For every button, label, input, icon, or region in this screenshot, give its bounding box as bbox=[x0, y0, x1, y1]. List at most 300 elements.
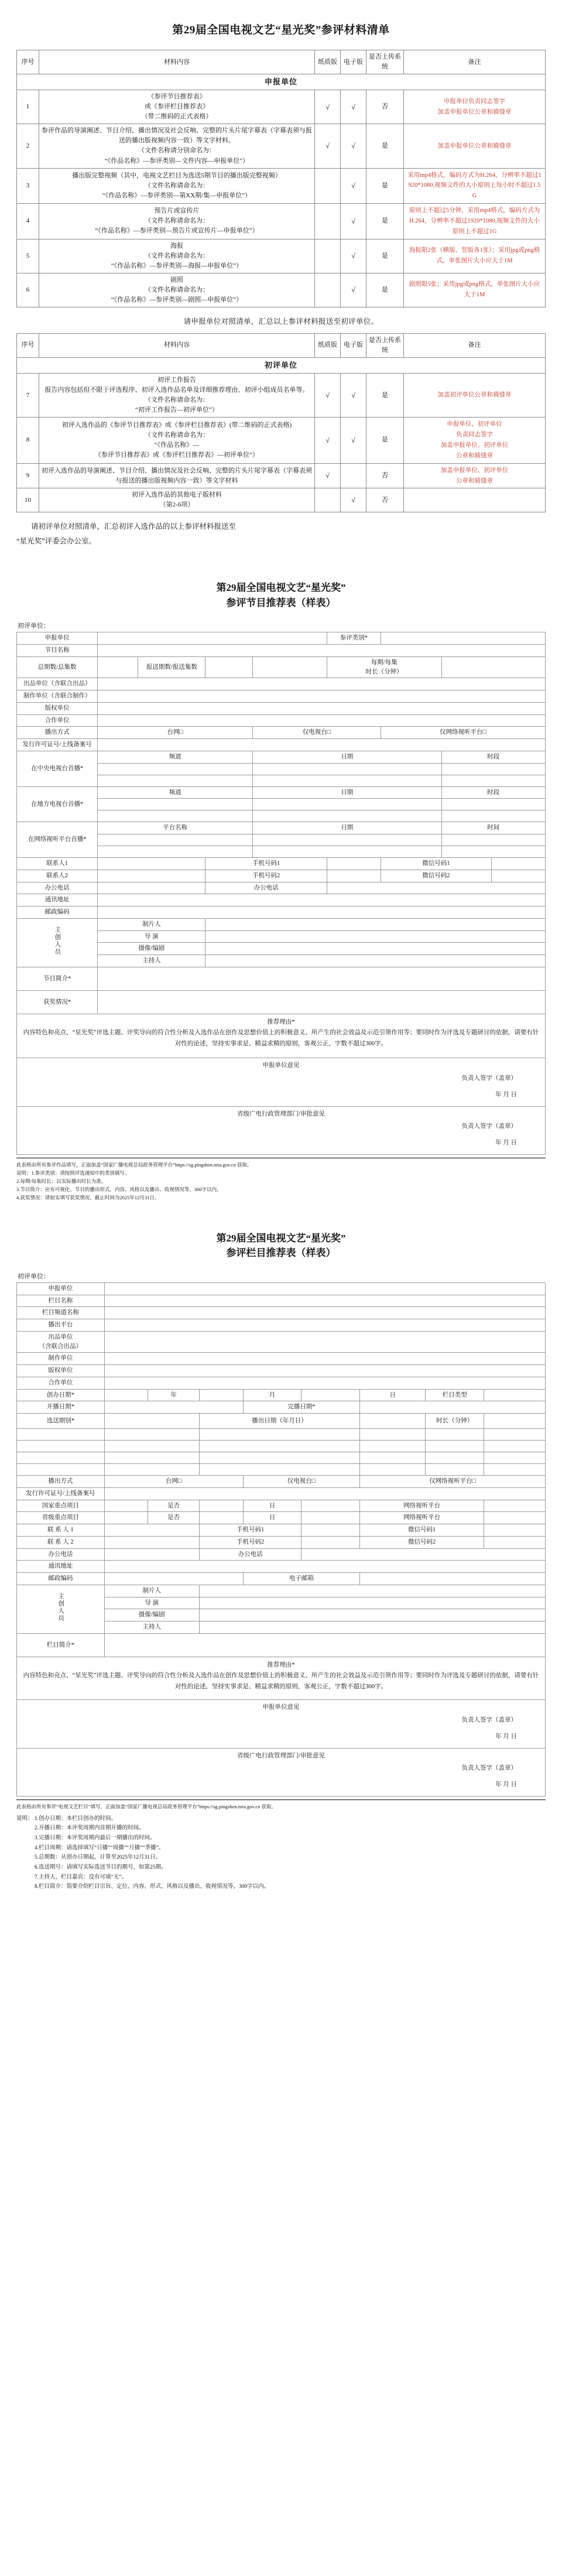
cell-upload: 是 bbox=[366, 124, 404, 168]
field-mobile-1[interactable] bbox=[301, 1524, 360, 1537]
program-form-title-line1: 第29届全国电视文艺“星光奖” bbox=[216, 582, 346, 594]
field-net-platform-2[interactable] bbox=[484, 1512, 546, 1524]
cell-no: 9 bbox=[17, 463, 39, 488]
field-net-platform-1[interactable] bbox=[484, 1500, 546, 1512]
field-blank-b4[interactable] bbox=[360, 1441, 426, 1452]
field-cooperator[interactable] bbox=[104, 1377, 545, 1389]
label-day: 日 bbox=[360, 1389, 426, 1401]
cell-electronic bbox=[341, 463, 366, 488]
field-cctv-slot-1[interactable] bbox=[441, 763, 545, 775]
row-local-head bbox=[17, 786, 546, 799]
field-producer[interactable] bbox=[104, 1331, 545, 1353]
row-mail bbox=[17, 1573, 546, 1585]
field-program-name[interactable] bbox=[98, 645, 546, 657]
row-recommend bbox=[17, 1014, 546, 1058]
footnote-line: 4.获奖情况：请如实填写获奖情况，截止时间为2025年12月31日。 bbox=[16, 1194, 160, 1200]
field-office-tel[interactable] bbox=[104, 1548, 199, 1561]
checkbox-mode-net-only[interactable]: 仅网络视听平台□ bbox=[381, 727, 545, 739]
cell-no: 7 bbox=[17, 374, 39, 418]
field-prov-star-2[interactable] bbox=[199, 1512, 243, 1524]
cell-electronic: √ bbox=[341, 204, 366, 240]
field-blank-c6[interactable] bbox=[484, 1452, 546, 1464]
subheader-channel: 频道 bbox=[98, 751, 253, 763]
label-apply-opinion: 申报单位意见 bbox=[262, 1062, 300, 1069]
field-blank-a4[interactable] bbox=[360, 1429, 426, 1441]
label-host: 主持人 bbox=[104, 1621, 199, 1634]
field-end-date[interactable] bbox=[360, 1401, 546, 1414]
subheader-slot: 时段 bbox=[441, 751, 545, 763]
cell-content: 初评入选作品的《参评节目推荐表》或《参评栏目推荐表》(带二维码的正式表格) （文件名称请命名为： “《作品名称》— 《参评节目推荐表》或《参评栏目推荐表》—初评单位”） bbox=[39, 418, 315, 463]
field-office-tel[interactable] bbox=[98, 882, 205, 894]
signature-prov-label: 负责人签字（盖章） bbox=[461, 1765, 517, 1772]
field-home-tel[interactable] bbox=[301, 1548, 546, 1561]
field-contact-2[interactable] bbox=[98, 870, 205, 882]
field-blank-a6[interactable] bbox=[484, 1429, 546, 1441]
note-initial-review bbox=[16, 512, 546, 552]
field-column-name[interactable] bbox=[104, 1295, 545, 1307]
date-apply[interactable]: 年 月 日 bbox=[495, 1733, 517, 1740]
label-camera: 摄像/编剧 bbox=[104, 1609, 199, 1621]
field-local-slot-1[interactable] bbox=[441, 799, 545, 810]
main-staff-text: 主创人员 bbox=[54, 926, 61, 956]
explain-line: 7.主持人、栏目嘉宾：没有可填“无”。 bbox=[34, 1874, 127, 1880]
cell-upload: 是 bbox=[366, 418, 404, 463]
field-broadcast-platform[interactable] bbox=[104, 1319, 545, 1332]
label-office-tel: 办公电话 bbox=[17, 882, 98, 894]
field-national-star-1[interactable] bbox=[104, 1500, 148, 1512]
row-found-date bbox=[17, 1389, 546, 1401]
field-wechat-1[interactable] bbox=[484, 1524, 546, 1537]
subheader-platform: 平台名称 bbox=[98, 822, 253, 834]
row-national-star bbox=[17, 1500, 546, 1512]
cell-electronic: √ bbox=[341, 488, 366, 512]
field-net-time-2[interactable] bbox=[441, 846, 545, 858]
field-award[interactable] bbox=[98, 990, 546, 1014]
field-start-date[interactable] bbox=[104, 1401, 243, 1414]
footnote-line: 此表格由所有参评作品填写，正面加盖“国家广播电视总局政务管理平台”https://sg.pingshen.nrta.gov.cn 获取。 bbox=[16, 1161, 252, 1168]
date-prov[interactable]: 年 月 日 bbox=[495, 1781, 517, 1788]
row-channel-name bbox=[17, 1307, 546, 1319]
date-prov[interactable]: 年 月 日 bbox=[495, 1140, 517, 1147]
recommend-text[interactable]: 内容特色和亮点、“星光奖”评选主题、评奖导向的符合性分析及入选作品在创作及思想价值上的积极意义、所产生的社会效益及示范引领作用等；要同时作为评选及专题研讨的依据，请要有针对性的论述，坚持实事求是、精益求精的原则，客观公正，字数不超过300字。 bbox=[23, 1672, 539, 1690]
cell-content: 《参评节目推荐表》 或《参评栏目推荐表》 （带二维码的正式表格） bbox=[39, 90, 315, 124]
label-first-cctv: 在中央电视台首播* bbox=[17, 751, 98, 786]
signature-prov[interactable] bbox=[20, 1760, 542, 1777]
cell-paper bbox=[315, 204, 341, 240]
footnote-line: 2.每期/每集时长：以实际播出时长为准。 bbox=[16, 1178, 107, 1184]
explain-line: 5.总期数：从创办日期起，计算至2025年12月31日。 bbox=[34, 1855, 162, 1861]
field-wechat-1[interactable] bbox=[491, 858, 545, 870]
field-blank-d1[interactable] bbox=[17, 1464, 105, 1476]
field-found-day-value[interactable] bbox=[301, 1389, 360, 1401]
checkbox-mode-net-only[interactable]: 仅网络视听平台□ bbox=[360, 1476, 546, 1488]
row-cooperator bbox=[17, 714, 546, 727]
prov-opinion-cell bbox=[17, 1748, 546, 1796]
field-episodes-extra[interactable] bbox=[253, 656, 327, 678]
field-blank-c3[interactable] bbox=[199, 1452, 359, 1464]
table-row bbox=[17, 168, 546, 204]
label-maker: 制作单位 bbox=[17, 1353, 105, 1365]
row-intro bbox=[17, 967, 546, 990]
explain-line: 6.选送期号：请填写实际选送节目的期号，如第25期。 bbox=[34, 1864, 167, 1870]
field-net-time-1[interactable] bbox=[441, 834, 545, 846]
field-blank-b2[interactable] bbox=[104, 1441, 199, 1452]
label-wechat-1: 微信号码1 bbox=[360, 1524, 484, 1537]
label-submit-episodes: 报送期数/报送集数 bbox=[138, 656, 205, 678]
field-copyright[interactable] bbox=[98, 702, 546, 714]
field-blank-d3[interactable] bbox=[199, 1464, 359, 1476]
field-national-star-2[interactable] bbox=[199, 1500, 243, 1512]
field-license[interactable] bbox=[98, 739, 546, 751]
cell-content: 初评入选作品的其他电子版材料 （第2-6项） bbox=[39, 488, 315, 512]
field-blank-d2[interactable] bbox=[104, 1464, 199, 1476]
row-episodes bbox=[17, 656, 546, 678]
field-copyright[interactable] bbox=[104, 1365, 545, 1377]
field-blank-d6[interactable] bbox=[484, 1464, 546, 1476]
label-director: 制片人 bbox=[104, 1585, 199, 1597]
row-apply-unit bbox=[17, 632, 546, 645]
label-star-yes-1: 是否 bbox=[148, 1500, 199, 1512]
label-contact-1: 联 系 人 1 bbox=[17, 1524, 105, 1537]
note-line-2: “星光奖”评委会办公室。 bbox=[16, 537, 97, 546]
row-prov-star bbox=[17, 1512, 546, 1524]
table-row bbox=[17, 273, 546, 307]
column-form-explanations bbox=[16, 1812, 546, 1892]
field-director[interactable] bbox=[199, 1585, 545, 1597]
field-local-date-1[interactable] bbox=[253, 799, 441, 810]
subheader-net-time: 时间 bbox=[441, 822, 545, 834]
cell-no: 5 bbox=[17, 239, 39, 273]
label-copyright: 版权单位 bbox=[17, 1365, 105, 1377]
row-license bbox=[17, 1487, 546, 1500]
label-email: 电子邮箱 bbox=[243, 1573, 360, 1585]
signature-prov[interactable] bbox=[20, 1118, 542, 1135]
field-air-date[interactable] bbox=[360, 1414, 426, 1429]
field-address[interactable] bbox=[98, 894, 546, 906]
field-local-channel-1[interactable] bbox=[98, 799, 253, 810]
main-staff-text: 主创人员 bbox=[57, 1593, 64, 1623]
field-prov-star-3[interactable] bbox=[301, 1512, 360, 1524]
cell-paper: √ bbox=[315, 90, 341, 124]
cell-remark: 海报限2张（横版、竖版各1张）；采用jpg或png格式，单张图片大小应大于1M bbox=[404, 239, 546, 273]
field-leader[interactable] bbox=[205, 930, 546, 943]
label-contact-2: 联系人2 bbox=[17, 870, 98, 882]
row-mail bbox=[17, 906, 546, 919]
field-local-channel-2[interactable] bbox=[98, 810, 253, 822]
field-blank-a1[interactable] bbox=[17, 1429, 105, 1441]
cell-upload: 是 bbox=[366, 204, 404, 240]
label-recommend: 推荐理由* bbox=[267, 1018, 295, 1025]
cell-remark: 采用mp4格式，编码方式为H.264，分辨率不超过1920*1080,视频文件的大小原则上每小时不超过1.5G bbox=[404, 168, 546, 204]
field-wechat-2[interactable] bbox=[484, 1536, 546, 1548]
field-local-slot-2[interactable] bbox=[441, 810, 545, 822]
field-mobile-2[interactable] bbox=[327, 870, 381, 882]
label-channel-name: 栏目频道名称 bbox=[17, 1307, 105, 1319]
table-header-row bbox=[17, 50, 546, 74]
field-contact-1[interactable] bbox=[98, 858, 205, 870]
cell-remark: 申报单位、初评单位 负责同志签字 加盖申报单位、初评单位 公章和骑缝章 bbox=[404, 418, 546, 463]
label-end-date: 完播日期* bbox=[243, 1401, 360, 1414]
field-select-period[interactable] bbox=[104, 1414, 199, 1429]
date-apply[interactable]: 年 月 日 bbox=[495, 1091, 517, 1098]
row-producer bbox=[17, 678, 546, 690]
cell-paper: √ bbox=[315, 374, 341, 418]
subheader-slot: 时段 bbox=[441, 786, 545, 799]
label-license: 发行许可证号/上线备案号 bbox=[17, 739, 98, 751]
program-form-footnotes bbox=[16, 1158, 546, 1203]
note-line-1: 请初评单位对照清单，汇总初评入选作品的以上参评材料报送至 bbox=[31, 522, 237, 531]
cell-content: 参评作品的导演阐述、节目介绍、播出情况及社会反响、完整的片头片尾字幕表（字幕表须与报送的播出版视频内容一致）等文字材料。 （文件名称请分别命名为： “《作品名称》—参评类别—文件内容—申报单位”） bbox=[39, 124, 315, 168]
cell-paper bbox=[315, 273, 341, 307]
field-home-tel[interactable] bbox=[327, 882, 545, 894]
field-blank-d4[interactable] bbox=[360, 1464, 426, 1476]
field-mail[interactable] bbox=[104, 1573, 243, 1585]
cell-upload: 否 bbox=[366, 488, 404, 512]
field-channel-name[interactable] bbox=[104, 1307, 545, 1319]
cell-no: 10 bbox=[17, 488, 39, 512]
row-staff-director bbox=[17, 918, 546, 930]
cell-no: 3 bbox=[17, 168, 39, 204]
signature-apply[interactable] bbox=[20, 1070, 542, 1087]
row-cctv-head bbox=[17, 751, 546, 763]
row-apply-opinion bbox=[17, 1700, 546, 1748]
cell-paper bbox=[315, 239, 341, 273]
label-broadcast-platform: 播出平台 bbox=[17, 1319, 105, 1332]
recommend-text[interactable]: 内容特色和亮点、“星光奖”评选主题、评奖导向的符合性分析及入选作品在创作及思想价值上的积极意义、所产生的社会效益及示范引领作用等；要同时作为评选及专题研讨的依据，请要有针对性的论述，坚持实事求是、精益求精的原则，客观公正，字数不超过300字。 bbox=[23, 1029, 539, 1047]
apply-opinion-cell bbox=[17, 1700, 546, 1748]
field-net-date-1[interactable] bbox=[253, 834, 441, 846]
cell-upload: 否 bbox=[366, 463, 404, 488]
field-host[interactable] bbox=[205, 955, 546, 967]
field-blank-c4[interactable] bbox=[360, 1452, 426, 1464]
checkbox-mode-tv-only[interactable]: 仅电视台□ bbox=[243, 1476, 360, 1488]
field-camera[interactable] bbox=[199, 1609, 545, 1621]
field-leader[interactable] bbox=[199, 1597, 545, 1609]
apply-opinion-cell bbox=[17, 1058, 546, 1106]
row-address bbox=[17, 1561, 546, 1573]
field-net-date-2[interactable] bbox=[253, 846, 441, 858]
field-duration[interactable] bbox=[484, 1414, 546, 1429]
field-blank-c5[interactable] bbox=[426, 1452, 484, 1464]
label-award: 获奖情况* bbox=[17, 990, 98, 1014]
label-apply-unit: 申报单位 bbox=[17, 632, 98, 645]
row-blank-a bbox=[17, 1429, 546, 1441]
signature-apply[interactable] bbox=[20, 1712, 542, 1729]
field-writer[interactable] bbox=[205, 943, 546, 955]
table-row bbox=[17, 90, 546, 124]
field-apply-unit[interactable] bbox=[104, 1282, 545, 1295]
field-maker[interactable] bbox=[104, 1353, 545, 1365]
explain-line: 2.开播日期：本评奖周期内首期开播的时间。 bbox=[34, 1825, 145, 1832]
label-recommend: 推荐理由* bbox=[267, 1661, 295, 1668]
field-blank-a3[interactable] bbox=[199, 1429, 359, 1441]
cell-upload: 是 bbox=[366, 168, 404, 204]
header-no: 序号 bbox=[17, 50, 39, 74]
field-cctv-slot-2[interactable] bbox=[441, 775, 545, 786]
field-blank-b3[interactable] bbox=[199, 1441, 359, 1452]
table-row bbox=[17, 204, 546, 240]
field-blank-b6[interactable] bbox=[484, 1441, 546, 1452]
field-director[interactable] bbox=[205, 918, 546, 930]
field-wechat-2[interactable] bbox=[491, 870, 545, 882]
field-blank-c2[interactable] bbox=[104, 1452, 199, 1464]
field-email[interactable] bbox=[360, 1573, 546, 1585]
table-row bbox=[17, 418, 546, 463]
row-intro bbox=[17, 1633, 546, 1657]
label-first-net: 在网络视听平台首播* bbox=[17, 822, 98, 858]
row-copyright bbox=[17, 1365, 546, 1377]
field-cctv-date-2[interactable] bbox=[253, 775, 441, 786]
cell-electronic: √ bbox=[341, 418, 366, 463]
field-found-year-value[interactable] bbox=[104, 1389, 148, 1401]
row-license bbox=[17, 739, 546, 751]
cell-content: 初评入选作品的导演阐述、节目介绍、播出情况及社会反响、完整的片头片尾字幕表（字幕表须与报送的播出版视频内容一致）等文字材料 bbox=[39, 463, 315, 488]
label-each-length: 每期/每集 时长（分钟） bbox=[327, 656, 441, 678]
page-title-program-form bbox=[16, 552, 546, 618]
label-main-staff bbox=[17, 1585, 105, 1633]
column-initial-unit-label: 初评单位： bbox=[18, 1272, 50, 1280]
field-contact-1[interactable] bbox=[104, 1524, 199, 1537]
field-mail[interactable] bbox=[98, 906, 546, 919]
label-producer: 出品单位（含联合出品） bbox=[17, 678, 98, 690]
header-content: 材料内容 bbox=[39, 333, 315, 357]
table-row bbox=[17, 374, 546, 418]
field-mobile-2[interactable] bbox=[301, 1536, 360, 1548]
field-national-star-3[interactable] bbox=[301, 1500, 360, 1512]
header-content: 材料内容 bbox=[39, 50, 315, 74]
field-blank-d5[interactable] bbox=[426, 1464, 484, 1476]
row-copyright bbox=[17, 702, 546, 714]
field-cooperator[interactable] bbox=[98, 714, 546, 727]
cell-content: 预告片或宣传片 （文件名称请命名为： “《作品名称》—参评类别—预告片或宣传片—申报单位”） bbox=[39, 204, 315, 240]
field-cctv-date-1[interactable] bbox=[253, 763, 441, 775]
label-mail: 邮政编码 bbox=[17, 1573, 105, 1585]
field-cctv-channel-1[interactable] bbox=[98, 763, 253, 775]
label-home-tel: 办公电话 bbox=[199, 1548, 301, 1561]
field-local-date-2[interactable] bbox=[253, 810, 441, 822]
field-each-length[interactable] bbox=[441, 656, 545, 678]
table-row bbox=[17, 239, 546, 273]
note-apply-unit: 请申报单位对照清单，汇总以上参评材料报送至初评单位。 bbox=[183, 317, 379, 326]
label-cooperator: 合作单位 bbox=[17, 1377, 105, 1389]
label-prov-opinion: 省级广电行政管理部门/审批意见 bbox=[237, 1752, 325, 1759]
field-prov-star-1[interactable] bbox=[104, 1512, 148, 1524]
row-contact-2 bbox=[17, 870, 546, 882]
footnote-line: 3.节目简介：应有可视化、节目的播出形式、内容、风格以及播出、收视情况等，300字以内。 bbox=[16, 1186, 222, 1192]
field-address[interactable] bbox=[104, 1561, 545, 1573]
table-row bbox=[17, 463, 546, 488]
field-blank-c1[interactable] bbox=[17, 1452, 105, 1464]
field-contact-2[interactable] bbox=[104, 1536, 199, 1548]
cell-content: 初评工作报告 报告内容包括但不限于评选程序、初评入选作品名单及详细推荐理由、初评小组成员名单等。 （文件名称请命名为： “初评工作报告—初评单位”） bbox=[39, 374, 315, 418]
field-cctv-channel-2[interactable] bbox=[98, 775, 253, 786]
row-maker bbox=[17, 690, 546, 703]
field-mobile-1[interactable] bbox=[327, 858, 381, 870]
page-title-checklist: 第29届全国电视文艺“星光奖”参评材料清单 bbox=[172, 24, 390, 36]
group-header-row bbox=[17, 74, 546, 90]
field-blank-a2[interactable] bbox=[104, 1429, 199, 1441]
checklist-table-initial-review bbox=[16, 333, 546, 513]
label-star-yes-2: 是否 bbox=[148, 1512, 199, 1524]
label-intro: 节目简介* bbox=[17, 967, 98, 990]
label-month: 月 bbox=[243, 1389, 301, 1401]
label-host: 主持人 bbox=[98, 955, 205, 967]
row-contact-1 bbox=[17, 858, 546, 870]
field-intro[interactable] bbox=[98, 967, 546, 990]
label-leader: 导 演 bbox=[104, 1597, 199, 1609]
label-mobile-2: 手机号码2 bbox=[199, 1536, 301, 1548]
field-intro[interactable] bbox=[104, 1633, 545, 1657]
label-wechat-1: 微信号码1 bbox=[381, 858, 491, 870]
field-column-type[interactable] bbox=[484, 1389, 546, 1401]
field-license[interactable] bbox=[104, 1487, 545, 1500]
field-net-platform-1[interactable] bbox=[98, 834, 253, 846]
field-total-episodes[interactable] bbox=[98, 656, 138, 678]
label-apply-unit: 申报单位 bbox=[17, 1282, 105, 1295]
field-blank-a5[interactable] bbox=[426, 1429, 484, 1441]
column-form-title-line1: 第29届全国电视文艺“星光奖” bbox=[216, 1232, 346, 1244]
row-program-name bbox=[17, 645, 546, 657]
cell-content: 海报 （文件名称请命名为： “《作品名称》—参评类别—海报—申报单位”） bbox=[39, 239, 315, 273]
column-form-title-line2: 参评栏目推荐表（样表） bbox=[226, 1247, 336, 1259]
row-prov-opinion bbox=[17, 1106, 546, 1154]
row-award bbox=[17, 990, 546, 1014]
field-blank-b5[interactable] bbox=[426, 1441, 484, 1452]
row-broadcast-mode bbox=[17, 727, 546, 739]
field-host[interactable] bbox=[199, 1621, 545, 1634]
row-blank-b bbox=[17, 1441, 546, 1452]
row-producer bbox=[17, 1331, 546, 1353]
label-select-period: 选送期别* bbox=[17, 1414, 105, 1429]
cell-electronic: √ bbox=[341, 239, 366, 273]
checkbox-mode-tv-only[interactable]: 仅电视台□ bbox=[253, 727, 381, 739]
prov-opinion-cell bbox=[17, 1106, 546, 1154]
field-maker[interactable] bbox=[98, 690, 546, 703]
label-total-episodes: 总期数/总集数 bbox=[17, 656, 98, 678]
row-blank-c bbox=[17, 1452, 546, 1464]
checkbox-mode-tv-net[interactable]: 台网□ bbox=[98, 727, 253, 739]
label-contact-1: 联系人1 bbox=[17, 858, 98, 870]
cell-upload: 是 bbox=[366, 273, 404, 307]
table-header-row bbox=[17, 333, 546, 357]
field-submit-episodes[interactable] bbox=[205, 656, 253, 678]
subheader-net-date: 日期 bbox=[253, 822, 441, 834]
field-blank-b1[interactable] bbox=[17, 1441, 105, 1452]
label-main-staff bbox=[17, 918, 98, 967]
field-found-month-value[interactable] bbox=[199, 1389, 243, 1401]
checkbox-mode-tv-net[interactable]: 台网□ bbox=[104, 1476, 243, 1488]
label-column-name: 栏目名称 bbox=[17, 1295, 105, 1307]
label-net-platform-1: 网络视听平台 bbox=[360, 1500, 484, 1512]
field-producer[interactable] bbox=[98, 678, 546, 690]
label-mail: 邮政编码 bbox=[17, 906, 98, 919]
signature-apply-label: 负责人签字（盖章） bbox=[461, 1717, 517, 1724]
row-broadcast-platform bbox=[17, 1319, 546, 1332]
field-apply-unit[interactable] bbox=[98, 632, 327, 645]
explain-line: 3.完播日期：本评奖周期内最后一期播出的时间。 bbox=[34, 1835, 156, 1842]
label-maker: 制作单位（含联合制作） bbox=[17, 690, 98, 703]
label-first-local: 在地方电视台首播* bbox=[17, 786, 98, 822]
label-license: 发行许可证号/上线备案号 bbox=[17, 1487, 105, 1500]
label-mobile-1: 手机号码1 bbox=[199, 1524, 301, 1537]
cell-paper: √ bbox=[315, 463, 341, 488]
cell-content: 剧照 （文件名称请命名为： “《作品名称》—参评类别—剧照—申报单位”） bbox=[39, 273, 315, 307]
field-category[interactable] bbox=[381, 632, 545, 645]
field-net-platform-2[interactable] bbox=[98, 846, 253, 858]
cell-upload: 是 bbox=[366, 374, 404, 418]
cell-remark: 剧照限5张；采用jpg或png格式，单张图片大小应大于1M bbox=[404, 273, 546, 307]
label-air-date: 播出日期（年月日） bbox=[199, 1414, 359, 1429]
